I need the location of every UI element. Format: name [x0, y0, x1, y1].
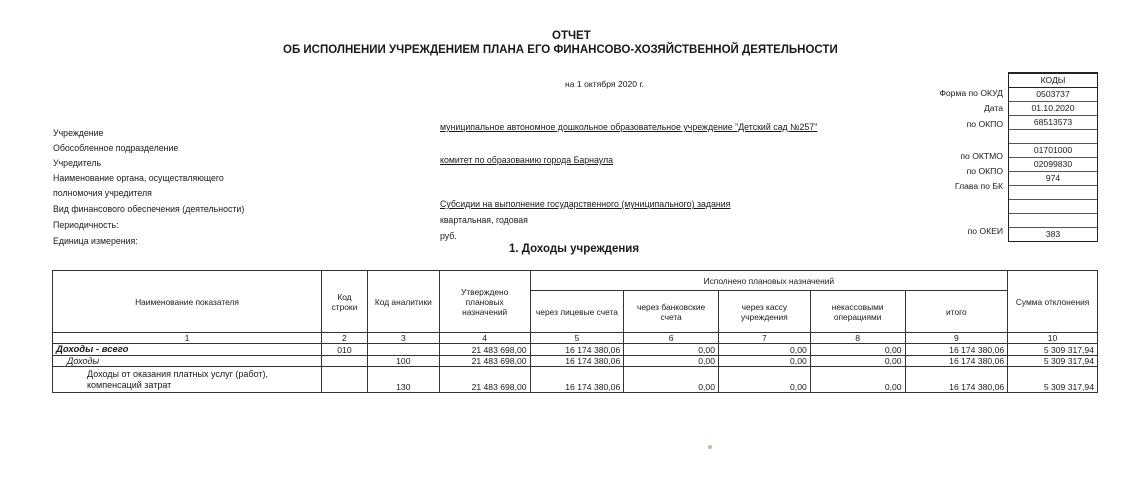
row-total: 16 174 380,06 — [905, 344, 1008, 356]
empty-code — [1009, 213, 1097, 227]
row-name-line: компенсаций затрат — [87, 379, 172, 390]
okpo2-label: по ОКПО — [966, 166, 1003, 176]
okpo-label: по ОКПО — [966, 119, 1003, 129]
col-number: 5 — [530, 333, 624, 344]
row-analytic: 130 — [367, 367, 439, 393]
okpo-code: 68513573 — [1009, 115, 1097, 129]
codes-box — [1008, 72, 1098, 242]
unit-value: руб. — [440, 231, 457, 241]
empty-code — [1009, 199, 1097, 213]
row-cash: 0,00 — [718, 367, 810, 393]
header-deviation: Сумма отклонения — [1008, 271, 1098, 333]
col-number: 6 — [624, 333, 719, 344]
table-row — [53, 367, 1098, 393]
okpo2-code: 02099830 — [1009, 157, 1097, 171]
okei-code: 383 — [1009, 227, 1097, 241]
report-date: на 1 октября 2020 г. — [565, 79, 644, 89]
authority-label: Наименование органа, осуществляющего — [53, 173, 224, 183]
row-cash: 0,00 — [718, 344, 810, 356]
row-analytic: 100 — [367, 356, 439, 367]
row-code — [321, 356, 367, 367]
row-deviation: 5 309 317,94 — [1008, 367, 1098, 393]
row-approved: 21 483 698,00 — [439, 356, 530, 367]
header-cash: через кассу учреждения — [718, 291, 810, 333]
col-number: 2 — [321, 333, 367, 344]
col-number: 1 — [53, 333, 322, 344]
row-analytic — [367, 344, 439, 356]
row-name — [53, 367, 322, 393]
oktmo-code: 01701000 — [1009, 143, 1097, 157]
row-accounts: 16 174 380,06 — [530, 344, 624, 356]
row-approved: 21 483 698,00 — [439, 367, 530, 393]
oktmo-label: по ОКТМО — [960, 151, 1003, 161]
date-code: 01.10.2020 — [1009, 101, 1097, 115]
row-noncash: 0,00 — [810, 367, 905, 393]
row-bank: 0,00 — [624, 344, 719, 356]
glava-code: 974 — [1009, 171, 1097, 185]
subdivision-label: Обособленное подразделение — [53, 143, 179, 153]
row-deviation: 5 309 317,94 — [1008, 344, 1098, 356]
col-number: 10 — [1008, 333, 1098, 344]
row-code — [321, 367, 367, 393]
table-row — [53, 344, 1098, 356]
periodicity-label: Периодичность: — [53, 220, 119, 230]
col-number: 8 — [810, 333, 905, 344]
scan-dot — [708, 445, 712, 449]
report-title: ОТЧЕТ — [552, 30, 591, 42]
row-name: Доходы - всего — [53, 344, 322, 356]
row-total: 16 174 380,06 — [905, 367, 1008, 393]
report-subtitle: ОБ ИСПОЛНЕНИИ УЧРЕЖДЕНИЕМ ПЛАНА ЕГО ФИНАНСОВО-ХОЗЯЙСТВЕННОЙ ДЕЯТЕЛЬНОСТИ — [283, 44, 838, 56]
col-number: 4 — [439, 333, 530, 344]
row-total: 16 174 380,06 — [905, 356, 1008, 367]
founder-value: комитет по образованию города Барнаула — [440, 155, 614, 165]
empty-code — [1009, 129, 1097, 143]
row-noncash: 0,00 — [810, 344, 905, 356]
row-approved: 21 483 698,00 — [439, 344, 530, 356]
row-accounts: 16 174 380,06 — [530, 367, 624, 393]
authority-label-cont: полномочия учредителя — [53, 188, 152, 198]
finance-type-value: Субсидии на выполнение государственного (муниципального) задания — [440, 199, 731, 209]
date-label: Дата — [983, 103, 1003, 113]
income-table — [52, 270, 1098, 393]
glava-label: Глава по БК — [954, 181, 1003, 191]
header-code: Код строки — [321, 271, 367, 333]
row-accounts: 16 174 380,06 — [530, 356, 624, 367]
col-number: 7 — [718, 333, 810, 344]
header-bank: через банковские счета — [624, 291, 719, 333]
okei-label: по ОКЕИ — [967, 226, 1003, 236]
row-noncash: 0,00 — [810, 356, 905, 367]
header-approved: Утверждено плановых назначений — [439, 271, 530, 333]
section-title: 1. Доходы учреждения — [509, 243, 640, 255]
col-number: 9 — [905, 333, 1008, 344]
header-analytic: Код аналитики — [367, 271, 439, 333]
periodicity-value: квартальная, годовая — [440, 215, 528, 225]
okud-label: Форма по ОКУД — [939, 88, 1003, 98]
header-accounts: через лицевые счета — [530, 291, 624, 333]
header-executed: Исполнено плановых назначений — [530, 271, 1008, 291]
header-total: итого — [905, 291, 1008, 333]
col-number: 3 — [367, 333, 439, 344]
header-noncash: некассовыми операциями — [810, 291, 905, 333]
row-bank: 0,00 — [624, 356, 719, 367]
row-bank: 0,00 — [624, 367, 719, 393]
codes-header: КОДЫ — [1009, 73, 1097, 87]
row-cash: 0,00 — [718, 356, 810, 367]
institution-value: муниципальное автономное дошкольное образовательное учреждение "Детский сад №257" — [440, 122, 818, 132]
row-name-line: Доходы от оказания платных услуг (работ), — [87, 368, 269, 379]
okud-code: 0503737 — [1009, 87, 1097, 101]
empty-code — [1009, 185, 1097, 199]
row-name: Доходы — [53, 356, 322, 367]
row-deviation: 5 309 317,94 — [1008, 356, 1098, 367]
finance-type-label: Вид финансового обеспечения (деятельности) — [53, 204, 245, 214]
institution-label: Учреждение — [53, 128, 104, 138]
header-name: Наименование показателя — [53, 271, 322, 333]
founder-label: Учредитель — [53, 158, 102, 168]
unit-label: Единица измерения: — [53, 236, 138, 246]
table-row — [53, 356, 1098, 367]
row-code: 010 — [321, 344, 367, 356]
